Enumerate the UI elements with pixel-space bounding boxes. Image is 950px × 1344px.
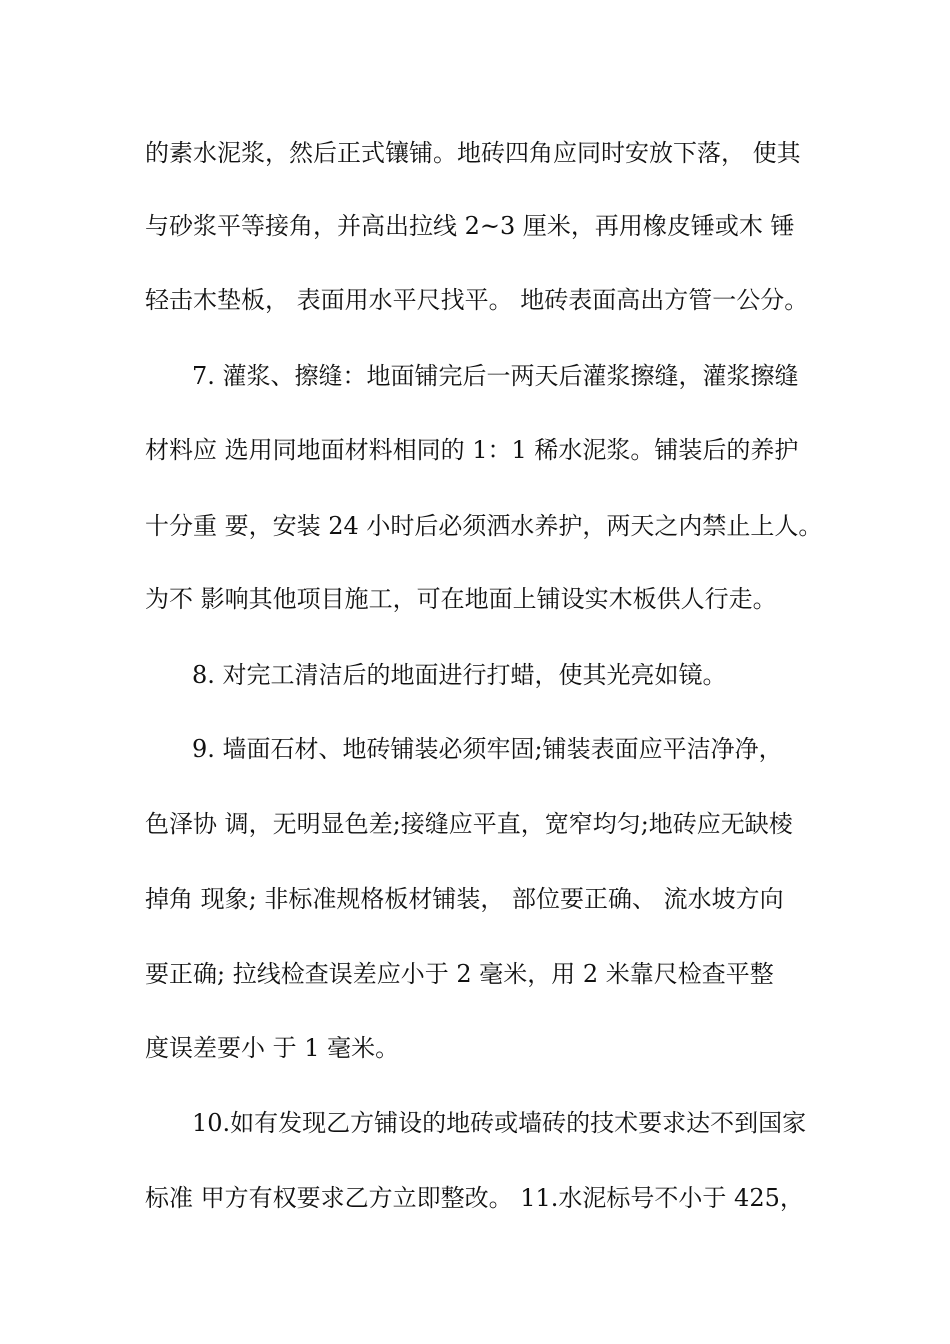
paragraph-line: 掉角 现象; 非标准规格板材铺装， 部位要正确、 流水坡方向: [145, 885, 784, 913]
paragraph-line: 为不 影响其他项目施工，可在地面上铺设实木板供人行走。: [145, 585, 777, 613]
paragraph-line: 10.如有发现乙方铺设的地砖或墙砖的技术要求达不到国家: [192, 1109, 807, 1137]
paragraph-line: 要正确; 拉线检查误差应小于 2 毫米，用 2 米靠尺检查平整: [145, 960, 774, 988]
paragraph-line: 7. 灌浆、擦缝：地面铺完后一两天后灌浆擦缝，灌浆擦缝: [192, 362, 799, 390]
paragraph-line: 十分重 要，安装 24 小时后必须洒水养护，两天之内禁止上人。: [145, 512, 823, 540]
paragraph-line: 轻击木垫板， 表面用水平尺找平。 地砖表面高出方管一公分。: [145, 286, 809, 314]
paragraph-line: 的素水泥浆，然后正式镶铺。地砖四角应同时安放下落， 使其: [145, 139, 801, 167]
paragraph-line: 与砂浆平等接角，并高出拉线 2~3 厘米，再用橡皮锤或木 锤: [145, 212, 795, 240]
paragraph-line: 8. 对完工清洁后的地面进行打蜡，使其光亮如镜。: [192, 661, 727, 689]
paragraph-line: 材料应 选用同地面材料相同的 1：1 稀水泥浆。铺装后的养护: [145, 436, 799, 464]
paragraph-line: 9. 墙面石材、地砖铺装必须牢固;铺装表面应平洁净净，: [192, 735, 783, 763]
paragraph-line: 标准 甲方有权要求乙方立即整改。 11.水泥标号不小于 425，: [145, 1184, 804, 1212]
paragraph-line: 度误差要小 于 1 毫米。: [145, 1034, 400, 1062]
paragraph-line: 色泽协 调，无明显色差;接缝应平直，宽窄均匀;地砖应无缺棱: [145, 810, 793, 838]
